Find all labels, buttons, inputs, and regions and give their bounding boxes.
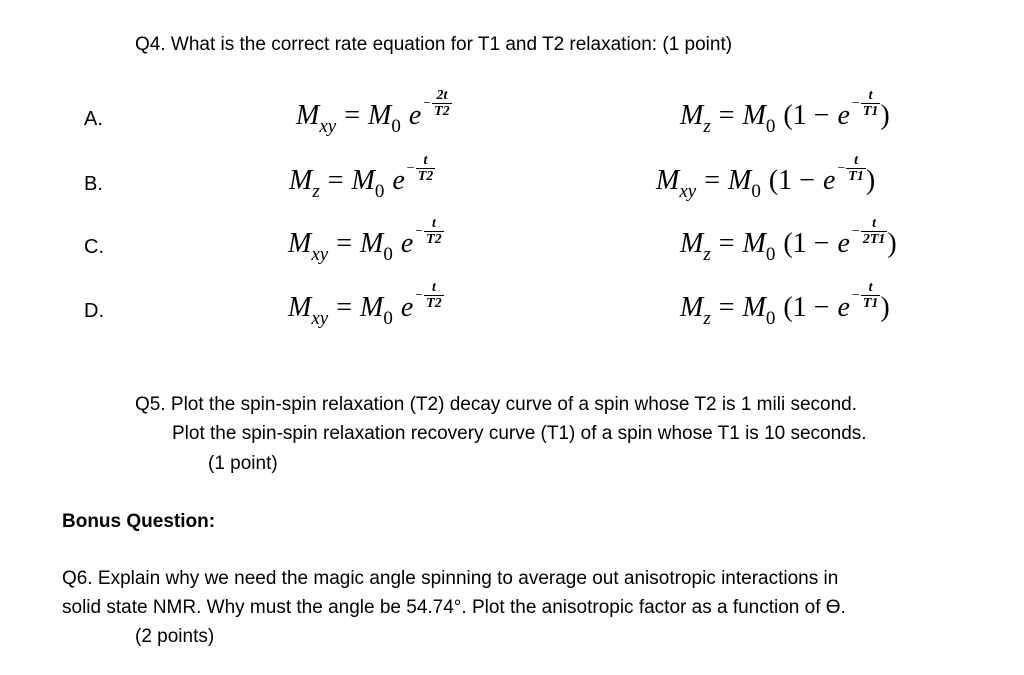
exponential-base: e [837, 292, 850, 323]
close-paren: ) [865, 165, 876, 196]
equation-left [289, 153, 435, 202]
rhs-variable: M [742, 292, 766, 323]
lhs-variable: M [656, 165, 680, 196]
equation-right [680, 216, 897, 265]
equals-sign: = [704, 165, 720, 196]
equation-left [288, 216, 444, 265]
equals-sign: = [718, 292, 735, 323]
equation-right [680, 280, 890, 329]
exponent-fraction [861, 216, 888, 247]
close-paren: ) [887, 228, 897, 259]
exponent-numerator: t [861, 280, 881, 296]
rhs-variable: M [728, 165, 752, 196]
q5-line-3: (1 point) [208, 453, 278, 474]
equation-right [656, 153, 876, 202]
exponent-fraction [416, 153, 436, 184]
rhs-subscript: 0 [751, 181, 761, 202]
lhs-variable: M [680, 292, 704, 323]
lhs-subscript: z [703, 116, 711, 137]
exponent-minus: − [415, 224, 424, 240]
exponential-base: e [392, 165, 405, 196]
q4-question: Q4. What is the correct rate equation for T1 and T2 relaxation: (1 point) [135, 34, 733, 55]
exponent [415, 216, 443, 247]
close-paren: ) [880, 292, 890, 323]
equation-left [288, 280, 444, 329]
lhs-subscript: xy [311, 308, 329, 329]
exponent-denominator: T2 [426, 232, 442, 248]
equals-sign: = [718, 100, 735, 131]
exponent-minus: − [406, 161, 415, 177]
rhs-variable: M [368, 100, 392, 131]
rhs-subscript: 0 [765, 116, 776, 137]
exponent-numerator: 2t [432, 88, 452, 104]
equals-sign: = [718, 228, 735, 259]
open-paren: (1 − [783, 292, 830, 323]
exponent-denominator: T1 [862, 104, 879, 120]
equals-sign: = [336, 228, 352, 259]
exponential-base: e [837, 228, 850, 259]
lhs-subscript: xy [679, 181, 697, 202]
q6-line-2: solid state NMR. Why must the angle be 54.74°. Plot the anisotropic factor as a function of ϴ. [62, 597, 846, 618]
exponent-minus: − [837, 161, 846, 177]
lhs-subscript: xy [319, 116, 337, 137]
exponent-numerator: t [861, 88, 881, 104]
exponent [423, 88, 451, 119]
exponent-minus: − [423, 96, 432, 112]
exponent-numerator: t [424, 280, 444, 296]
rhs-subscript: 0 [383, 244, 393, 265]
exponent-denominator: T2 [434, 104, 450, 120]
exponent-minus: − [415, 288, 424, 304]
exponent-denominator: T2 [417, 169, 434, 185]
equation-left [296, 88, 452, 137]
exponent [852, 280, 880, 311]
exponent-numerator: t [846, 153, 866, 169]
exponent [852, 216, 887, 247]
exponent-fraction [861, 88, 881, 119]
rhs-subscript: 0 [765, 244, 776, 265]
exponent-numerator: t [416, 153, 436, 169]
bonus-heading: Bonus Question: [62, 511, 216, 532]
equation-right [680, 88, 890, 137]
exponent-numerator: t [424, 216, 444, 232]
exponent-denominator: T1 [862, 296, 879, 312]
rhs-variable: M [360, 292, 384, 323]
exponent [852, 88, 880, 119]
rhs-subscript: 0 [765, 308, 776, 329]
q5-line-2: Plot the spin-spin relaxation recovery curve (T1) of a spin whose T1 is 10 seconds. [172, 423, 867, 444]
equals-sign: = [344, 100, 360, 131]
lhs-variable: M [289, 165, 313, 196]
option-letter: B. [84, 173, 103, 195]
q6-line-3: (2 points) [135, 626, 215, 647]
exponent-denominator: 2T1 [862, 232, 886, 248]
lhs-variable: M [296, 100, 320, 131]
exponent [837, 153, 865, 184]
option-letter: A. [84, 108, 103, 130]
q5-line-1: Q5. Plot the spin-spin relaxation (T2) decay curve of a spin whose T2 is 1 mili second. [135, 394, 857, 415]
close-paren: ) [880, 100, 890, 131]
q6-line-1: Q6. Explain why we need the magic angle spinning to average out anisotropic interactions in [62, 568, 839, 589]
lhs-subscript: xy [311, 244, 329, 265]
exponential-base: e [400, 292, 414, 323]
exponent [407, 153, 435, 184]
exponent-minus: − [851, 96, 860, 112]
exponent-fraction [846, 153, 866, 184]
lhs-variable: M [288, 292, 312, 323]
rhs-subscript: 0 [391, 116, 401, 137]
rhs-subscript: 0 [374, 181, 385, 202]
rhs-variable: M [360, 228, 384, 259]
exponential-base: e [408, 100, 422, 131]
exponential-base: e [837, 100, 850, 131]
open-paren: (1 − [783, 100, 830, 131]
option-letter: D. [84, 300, 104, 322]
exponent-fraction [861, 280, 881, 311]
lhs-variable: M [680, 228, 704, 259]
equals-sign: = [336, 292, 352, 323]
lhs-subscript: z [703, 308, 711, 329]
lhs-variable: M [288, 228, 312, 259]
exponent-minus: − [851, 224, 860, 240]
open-paren: (1 − [768, 165, 815, 196]
lhs-subscript: z [312, 181, 320, 202]
rhs-variable: M [742, 228, 766, 259]
exponential-base: e [822, 165, 836, 196]
exponent-minus: − [851, 288, 860, 304]
exponent-denominator: T2 [426, 296, 442, 312]
exponent-fraction [432, 88, 452, 119]
lhs-subscript: z [703, 244, 711, 265]
rhs-variable: M [742, 100, 766, 131]
exponent-fraction [424, 216, 444, 247]
open-paren: (1 − [783, 228, 830, 259]
option-letter: C. [84, 236, 104, 258]
exponent-denominator: T1 [848, 169, 864, 185]
exponent-numerator: t [861, 216, 888, 232]
rhs-variable: M [351, 165, 375, 196]
lhs-variable: M [680, 100, 704, 131]
exponential-base: e [400, 228, 414, 259]
exponent-fraction [424, 280, 444, 311]
exponent [415, 280, 443, 311]
equals-sign: = [327, 165, 344, 196]
rhs-subscript: 0 [383, 308, 393, 329]
